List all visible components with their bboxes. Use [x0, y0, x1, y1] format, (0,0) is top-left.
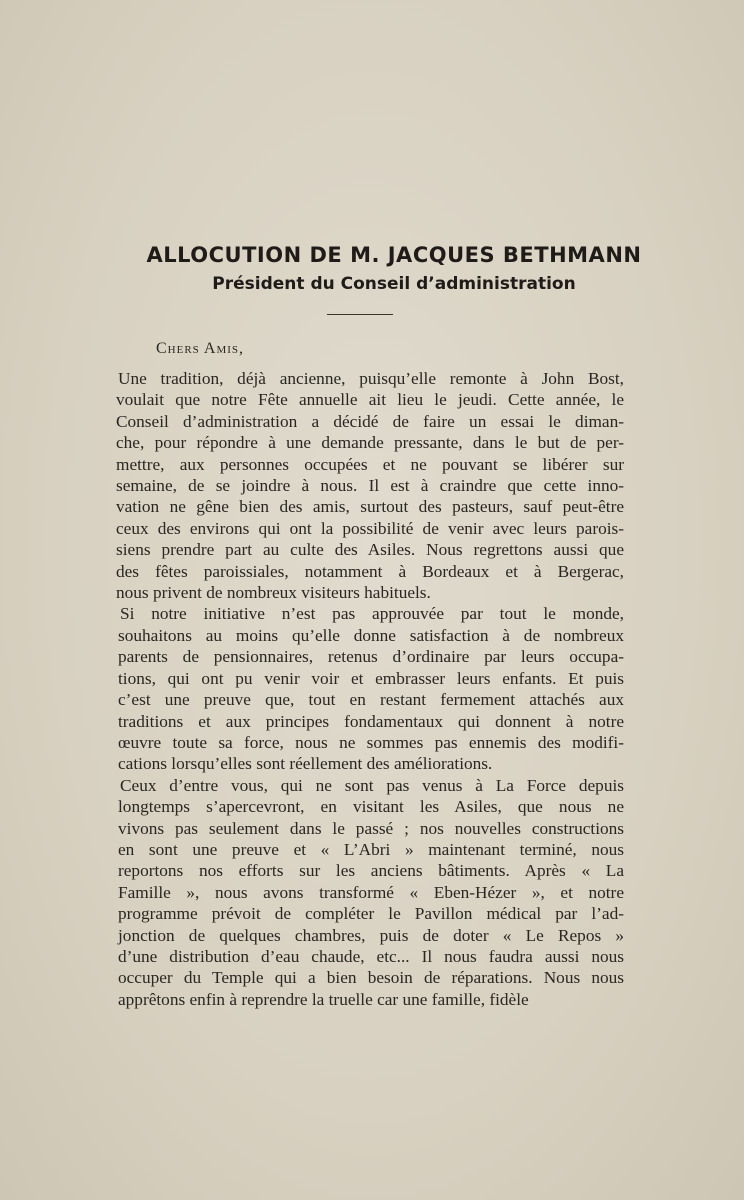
text-line: voulait que notre Fête annuelle ait lieu le jeudi. Cette année, le	[116, 390, 624, 410]
text-line: œuvre toute sa force, nous ne sommes pas ennemis des modifi-	[118, 732, 624, 752]
text-line: vivons pas seulement dans le passé ; nos nouvelles constructions	[118, 818, 624, 838]
text-line: vation ne gêne bien des amis, surtout des pasteurs, sauf peut-être	[116, 497, 624, 517]
text-line: Conseil d’administration a décidé de faire un essai le diman-	[116, 411, 624, 431]
text-line: Si notre initiative n’est pas approuvée par tout le monde,	[120, 604, 624, 624]
text-line: Une tradition, déjà ancienne, puisqu’elle remonte à John Bost,	[118, 369, 624, 388]
text-line: jonction de quelques chambres, puis de doter « Le Repos »	[118, 925, 624, 945]
text-line: occuper du Temple qui a bien besoin de réparations. Nous nous	[118, 968, 624, 988]
text-line: reportons nos efforts sur les anciens bâtiments. Après « La	[118, 861, 624, 881]
text-line: tions, qui ont pu venir voir et embrasser leurs enfants. Et puis	[118, 668, 624, 688]
text-line: parents de pensionnaires, retenus d’ordinaire par leurs occupa-	[118, 647, 624, 667]
text-line: ceux des environs qui ont la possibilité de venir avec leurs parois-	[116, 518, 624, 538]
text-line: traditions et aux principes fondamentaux qui donnent à notre	[118, 711, 624, 731]
paragraph	[116, 775, 624, 1010]
text-line: d’une distribution d’eau chaude, etc... Il nous faudra aussi nous	[118, 946, 624, 966]
body-text	[116, 368, 624, 1010]
title-block	[60, 238, 684, 296]
text-line: mettre, aux personnes occupées et ne pouvant se libérer sur	[116, 454, 624, 474]
text-line: souhaitons au moins qu’elle donne satisfaction à de nombreux	[118, 625, 624, 645]
text-line: c’est une preuve que, tout en restant fermement attachés aux	[118, 690, 624, 710]
text-line: des fêtes paroissiales, notamment à Bordeaux et à Bergerac,	[116, 561, 624, 581]
text-line: che, pour répondre à une demande pressante, dans le but de per-	[116, 433, 624, 453]
text-line: apprêtons enfin à reprendre la truelle car une famille, fidèle	[118, 989, 529, 1009]
text-line: Ceux d’entre vous, qui ne sont pas venus à La Force depuis	[120, 775, 624, 795]
text-line: siens prendre part au culte des Asiles. Nous regrettons aussi que	[116, 540, 624, 560]
text-line: longtemps s’apercevront, en visitant les Asiles, que nous ne	[118, 797, 624, 817]
title-divider	[327, 314, 393, 315]
text-line: cations lorsqu’elles sont réellement des améliorations.	[118, 754, 493, 774]
paragraph	[116, 603, 624, 774]
text-line: semaine, de se joindre à nous. Il est à craindre que cette inno-	[116, 476, 624, 496]
text-line: nous privent de nombreux visiteurs habituels.	[116, 583, 431, 603]
text-line: Famille », nous avons transformé « Eben-Hézer », et notre	[118, 882, 624, 902]
page-title: ALLOCUTION DE M. JACQUES BETHMANN	[146, 243, 642, 267]
page-subtitle: Président du Conseil d’administration	[212, 274, 576, 294]
text-line: programme prévoit de compléter le Pavillon médical par l’ad-	[118, 904, 624, 924]
salutation: Chers Amis,	[156, 340, 245, 357]
text-line: en sont une preuve et « L’Abri » maintenant terminé, nous	[118, 839, 624, 859]
paragraph	[116, 368, 624, 603]
